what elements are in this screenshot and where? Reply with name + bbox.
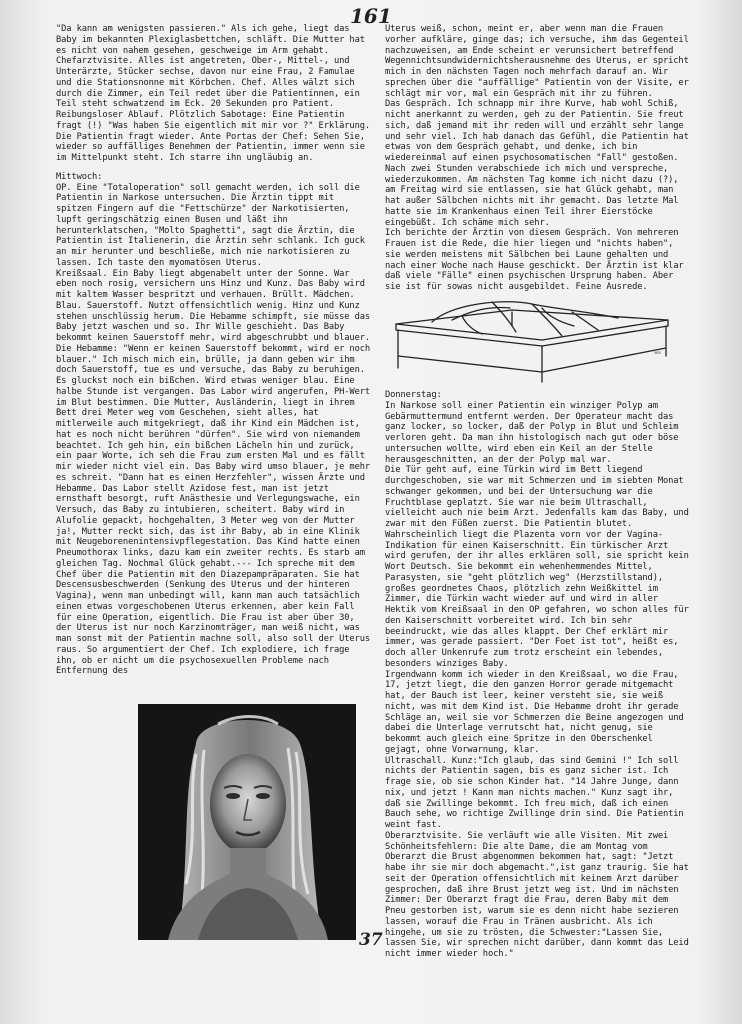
paragraph: Ich berichte der Ärztin von diesem Gespräch. Von mehreren Frauen ist die Rede, die hier liegen und "nichts haben", sie werden meistens mit Sälbchen bei Laune gehalten und nach einer Woche nach Hause geschickt. Der Ärztin ist klar daß viele "Fälle" einen psychischen Ursprung haben. Aber sie ist für sowas nicht ausgebildet. Feine Ausrede. (385, 228, 684, 292)
handwritten-page-number-bottom: 37 (359, 930, 383, 950)
paragraph: Mittwoch: OP. Eine "Totaloperation" soll gemacht werden, ich soll die Patientin in Narkose untersuchen. Die Ärztin tippt mit spitzen Fingern auf die "Fettschürze" der Narkotisierten, lupft geringschätzig einen Busen und läßt ihn herunterklatschen, "Molto Spaghetti", sagt die Ärztin, die Patientin ist Italienerin, die Ärztin sehr schlank. Ich guck an mir herunter und beschließe, mich nie narkotisieren zu lassen. Ich taste den myomatösen Uterus. Kreißsaal. Ein Baby liegt abgenabelt unter der Sonne. War eben noch rosig, versichern uns Hinz und Kunz. Das Baby wird mit kaltem Wasser bespritzt und verhauen. Brüllt. Mädchen. Blau. Sauerstoff. Nutzt offensichtlich wenig. Hinz und Kunz stehen unschlüssig herum. Die Hebamme schimpft, sie müsse das Baby jetzt waschen und so. Ihr Wille geschieht. Das Baby bekommt keinen Sauerstoff mehr, wird abgeschrubbt und blauer. Die Hebamme: "Wenn er keinen Sauerstoff bekommt, wird er noch blauer." Ich misch mich ein, brülle, ja dann geben wir ihm doch Sauerstoff, tue es und versuche, das Baby zu beruhigen. Es gluckst noch ein bißchen. Wird etwas weniger blau. Eine halbe Stunde ist vergangen. Das Labor wird angerufen, PH-Wert im Blut bestimmen. Die Mutter, Ausländerin, liegt in ihrem Bett drei Meter weg vom Geschehen, sieht alles, hat mitlerweile auch mitgekriegt, daß ihr Kind ein Mädchen ist, hat es noch nicht berühren "dürfen". Sie wird von niemandem beachtet. Ich geh hin, ein bißchen Lächeln hin und zurück, ein paar Worte, ich seh die Frau zum ersten Mal und es fällt mir wieder nicht viel ein. Das Baby wird umso blauer, je mehr es schreit. "Dann hat es einen Herzfehler", wissen Ärzte und Hebamme. Das Labor stellt Azidose fest, man ist jetzt ernsthaft besorgt, ruft Anästhesie und Verlegungswache, ein Versuch, das Baby zu intubieren, scheitert. Baby wird in Alufolie gepackt, hochgehalten, 3 Meter weg von der Mutter ja!, Mutter reckt sich, das ist ihr Baby, ab in eine Klinik mit Neugeborenenintensivpflegestation. Das Kind hatte einen Pneumothorax links, dazu kam ein zweiter rechts. Es starb am gleichen Tag. Nochmal Glück gehabt.--- Ich spreche mit dem Chef über die Patientin mit den Diazepampräparaten. Sie hat Descensusbeschwerden (Senkung des Uterus und der hinteren Vagina), wenn man unbedingt will, kann man auch tatsächlich einen etwas vorgeschobenen Uterus erkennen, aber kein Fall für eine Operation, eigentlich. Die Frau ist aber über 30, der Uterus ist nur noch Karzinomträger, man weiß nicht, was man sonst mit der Patientin machne soll, also soll der Uterus raus. So argumentiert der Chef. Ich explodiere, ich frage ihn, ob er nicht um die psychosexuellen Probleme nach Entfernung des (56, 171, 371, 677)
paragraph: Donnerstag: In Narkose soll einer Patientin ein winziger Polyp am Gebärmuttermund entfernt werden. Der Operateur macht das ganz locker, so locker, daß der Polyp in Blut und Schleim verloren geht. Da man ihn histologisch nach gut oder böse untersuchen wollte, wird eben ein Keil an der Stelle herausgeschnitten, an der der Polyp mal war. (385, 390, 679, 465)
sketch-of-covered-bed (392, 296, 672, 384)
right-text-column-top (385, 24, 690, 296)
paragraph: Uterus weiß, schon, meint er, aber wenn man die Frauen vorher aufkläre, ginge das; ich versuche, ihm das Gegenteil nachzuweisen, am Ende scheint er verunsichert betreffend Wegennichtsundwidernichtsherausnehme des Uterus, er spricht mich in den nächsten Tagen noch mehrfach darauf an. Wir sprechen über die "auffällige" Patientin von der Visite, er schlägt mir vor, mal ein Gespräch mit ihr zu führen. (385, 24, 689, 99)
handwritten-page-number-top: 161 (350, 4, 392, 28)
photo-of-woman-with-long-braided-hair (138, 704, 356, 940)
paragraph: Ultraschall. Kunz:"Ich glaub, das sind Gemini !" Ich soll nichts der Patientin sagen, bis es ganz sicher ist. Ich frage sie, ob sie schon Kinder hat. "14 Jahre Junge, dann nix, und jetzt ! Kann man nichts machen." Kunz sagt ihr, daß sie Zwillinge bekommt. Ich freu mich, daß ich einen Bauch sehe, wo richtige Zwillinge drin sind. Die Patientin weint fast. (385, 755, 684, 830)
svg-text:ws: ws (654, 350, 661, 356)
right-text-column-bottom (385, 390, 690, 959)
paragraph: Die Tür geht auf, eine Türkin wird im Bett liegend durchgeschoben, sie war mit Schmerzen und im siebten Monat schwanger gekommen, und bei der Untersuchung war die Fruchtblase geplatzt. Sie war nie beim Ultraschall, vielleicht auch nie beim Arzt. Jedenfalls kam das Baby, und zwar mit den Füßen zuerst. Die Patientin blutet. Wahrscheinlich liegt die Plazenta vorn vor der Vagina-Indikation für einen Kaiserschnitt. Ein türkischer Arzt wird gerufen, der ihr alles erklären soll, sie spricht kein Wort Deutsch. Sie bekommt ein wehenhemmendes Mittel, Parasysten, sie "geht plötzlich weg" (Herzstillstand), großes geordnetes Chaos, plötzlich zehn Weißkittel im Zimmer, die Türkin wacht wieder auf und wird in aller Hektik vom Kreißsaal in den OP gefahren, wo schon alles für den Kaiserschnitt vorbereitet wird. Ich bin sehr beeindruckt, wie das alles klappt. Der Chef erklärt mir immer, was gerade passiert. "Der Foet ist tot", heißt es, doch aller Unkenrufe zum trotz erscheint ein lebendes, besonders winziges Baby. (385, 465, 689, 669)
paragraph: Oberarztvisite. Sie verläuft wie alle Visiten. Mit zwei Schönheitsfehlern: Die alte Dame, die am Montag vom Oberarzt die Brust abgenommen bekommen hat, sagt: "Jetzt habe ihr sie mir doch abgemacht.",ist ganz traurig. Sie hat seit der Operation offensichtlich mit keinem Arzt darüber gesprochen, daß ihre Brust jetzt weg ist. Und im nächsten Zimmer: Der Oberarzt fragt die Frau, deren Baby mit dem Pneu gestorben ist, warum sie es denn nicht habe sezieren lassen, worauf die Frau in Tränen ausbricht. Als ich hingehe, um sie zu trösten, die Schwester:"Lassen Sie, lassen Sie, wir sprechen nicht darüber, dann kommt das Leid nicht immer wieder hoch." (385, 830, 689, 959)
paragraph: Das Gespräch. Ich schnapp mir ihre Kurve, hab wohl Schiß, nicht anerkannt zu werden, geh zu der Patientin. Sie freut sich, daß jemand mit ihr reden will und erzählt sehr lange und sehr viel. Ich hab danach das Gefühl, die Patientin hat etwas von dem Gespräch gehabt, und denke, ich bin wiedereinmal auf einen psychosomatischen "Fall" gestoßen. Nach zwei Stunden verabschiede ich mich und verspreche, wiederzukommen. Am nächsten Tag komme ich nicht dazu (?), am Freitag wird sie entlassen, sie hat Glück gehabt, man hat außer Sälbchen nichts mit ihr gemacht. Das letzte Mal hatte sie im Krankenhaus einen Teil ihrer Eierstöcke eingebüßt. Ich schäme mich sehr. (385, 99, 689, 228)
paragraph: Irgendwann komm ich wieder in den Kreißsaal, wo die Frau, 17, jetzt liegt, die den ganzen Horror gerade mitgemacht hat, der Bauch ist leer, keiner versteht sie, sie weiß nicht, was mit dem Kind ist. Die Hebamme droht ihr gerade Schläge an, weil sie vor Schmerzen die Beine angezogen und dabei die Unterlage verrutscht hat, nicht genug, sie bekommt auch gleich eine Spritze in den Oberschenkel gejagt, ohne Vorwarnung, klar. (385, 669, 684, 755)
paragraph: "Da kann am wenigsten passieren." Als ich gehe, liegt das Baby im bekannten Plexiglasbettchen, schläft. Die Mutter hat es nicht von nahem gesehen, geschweige im Arm gehabt. Chefarztvisite. Alles ist angetreten, Ober-, Mittel-, und Unterärzte, Stücker sechse, davon nur eine Frau, 2 Famulae und die Stationsnonne mit Körbchen. Chef. Alles wälzt sich durch die Zimmer, ein Teil redet über die Patientinnen, ein Teil steht schwatzend im Eck. 20 Sekunden pro Patient. Reibungsloser Ablauf. Plötzlich Sabotage: Eine Patientin fragt (!) "Was haben Sie eigentlich mit mir vor ?" Erklärung. Die Patientin fragt wieder. Ante Portas der Chef: Sehen Sie, wieder so auffälliges Benehmen der Patientin, immer wenn sie im Mittelpunkt steht. Ich starre ihn ungläubig an. (56, 24, 371, 163)
left-text-column (56, 24, 372, 709)
